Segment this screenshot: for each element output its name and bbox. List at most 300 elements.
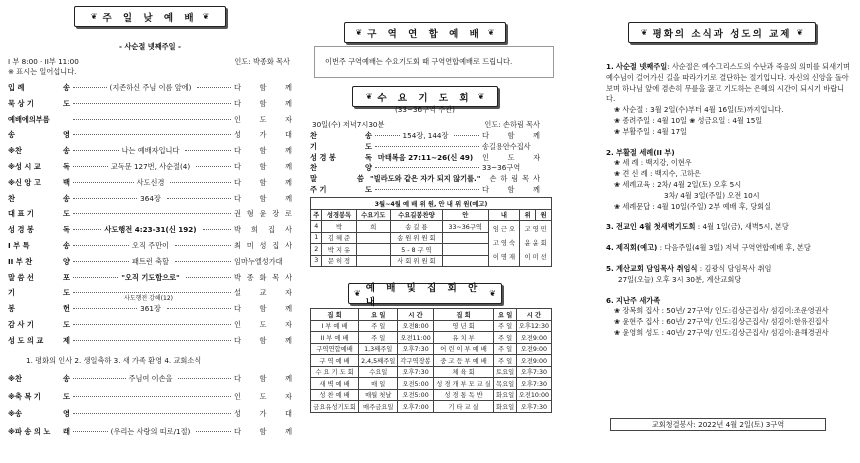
order-line: [8, 270, 292, 286]
order-label: 봉: [8, 304, 15, 314]
table-cell: 수 요 기 도 회: [311, 366, 359, 378]
dotted-leader: [167, 307, 231, 309]
order-label: 기: [8, 288, 15, 298]
order-line: [8, 222, 292, 238]
news-text: [606, 264, 850, 275]
committee-table: [310, 197, 552, 267]
order-item: 송: [63, 83, 70, 92]
table-cell: 중 고 등 부 예 배: [433, 355, 494, 367]
table-cell: 매 일: [359, 378, 398, 390]
order-performer: 인 도 자: [234, 391, 292, 401]
order-label: ※파 송 의 노: [8, 426, 51, 436]
flower-bullet-icon: ❀: [614, 105, 623, 115]
table-cell: 주 일: [494, 332, 516, 344]
order-label: 성 경 봉: [8, 225, 34, 235]
order-of-worship: [8, 80, 292, 349]
order-label: 찬: [8, 193, 15, 203]
order-line: [8, 301, 292, 317]
table-row: [311, 378, 552, 390]
news-item: [606, 264, 850, 286]
table-cell: [356, 244, 390, 256]
dotted-leader: [73, 307, 137, 309]
order-item: 도: [63, 391, 70, 401]
table-cell: [520, 221, 552, 267]
worship-banner: [74, 6, 226, 27]
table-cell: 오전5:00: [398, 378, 433, 390]
flower-bullet-icon: ❀: [614, 179, 623, 189]
dotted-leader: [196, 165, 231, 167]
order-performer: 다 함 께: [234, 146, 292, 156]
order-label: 찬: [310, 163, 317, 173]
order-of-worship-closing: [8, 370, 292, 440]
order-label: ※신 앙 고: [8, 177, 41, 187]
news-bullet-text: 부활주일 : 4월 17일: [622, 126, 687, 136]
dotted-leader: [375, 188, 479, 190]
order-performer: 임마누엘성가대: [234, 256, 283, 266]
news-bullet: [606, 169, 850, 180]
schedule-header: 집 회: [433, 309, 494, 321]
news-bullet: [606, 328, 850, 339]
order-line: [310, 163, 540, 174]
table-cell: [356, 255, 390, 267]
news-bullet: [606, 306, 850, 317]
usher-name: 임 근 오: [492, 225, 516, 233]
order-line: [8, 238, 292, 254]
order-item: 송: [63, 240, 70, 250]
order-item: 도: [63, 98, 70, 108]
order-label: 송: [8, 130, 15, 140]
order-item: 백: [63, 177, 70, 187]
news-title: 전교인 4월 첫새벽기도회: [616, 222, 696, 232]
order-item: 도: [365, 184, 372, 194]
banner-ornament-icon: ❦: [477, 92, 485, 101]
news-title: 지난주 새가족: [616, 295, 661, 305]
order-line: [8, 254, 292, 270]
committee-header: 안: [442, 209, 488, 221]
dotted-leader: [73, 377, 126, 379]
worship-leader: 인도: 박종화 목사: [234, 57, 290, 66]
table-cell: 송 원 위 원 회: [390, 232, 442, 244]
schedule-table: [310, 308, 552, 413]
order-line: [8, 96, 292, 112]
schedule-header: 집 회: [311, 309, 359, 321]
dotted-leader: [73, 276, 118, 278]
table-row: [311, 221, 552, 233]
order-performer: 다 함 께: [482, 184, 540, 194]
table-cell: 오전8:00: [398, 320, 433, 332]
dotted-leader: [170, 181, 231, 183]
usher-name: 윤 윤 회: [524, 239, 547, 247]
dotted-leader: [73, 260, 129, 262]
order-label: 찬: [310, 131, 317, 140]
news-text: [606, 62, 850, 105]
news-bullet-text: 3차/ 4월 3일(주일) 오전 10시: [664, 190, 760, 200]
table-cell: 구역연합예배: [311, 343, 359, 355]
order-label: 대 표 기: [8, 209, 34, 219]
table-cell: 주 일: [494, 320, 516, 332]
table-row: [311, 355, 552, 367]
table-row: [311, 332, 552, 344]
banner-ornament-icon: ❦: [202, 12, 210, 21]
dotted-leader: [167, 197, 231, 199]
order-performer: 권 형 윤 장 로: [234, 209, 292, 219]
order-item: 송: [63, 146, 70, 156]
order-line: [8, 191, 292, 207]
table-cell: 새 벽 예 배: [311, 378, 359, 390]
table-cell: 토요일: [494, 366, 516, 378]
news-text: [606, 222, 850, 233]
order-description: (지존하신 주님 이름 앞에): [109, 83, 192, 92]
order-item: 영: [63, 130, 70, 140]
order-label: 말: [310, 174, 317, 184]
table-cell: 오후7:30: [398, 366, 433, 378]
table-cell: 오후7:30: [398, 343, 433, 355]
order-line: [310, 174, 540, 185]
order-performer: 33~36구역: [482, 163, 521, 173]
usher-name: 고 영 숙: [492, 239, 516, 247]
table-cell: 주 일: [359, 332, 398, 344]
order-description: 364장: [140, 193, 161, 203]
table-cell: [488, 221, 520, 267]
news-item: [606, 222, 850, 233]
table-cell: 화요일: [494, 389, 516, 401]
news-body: : 4월 1일(금), 새벽5시, 본당: [695, 222, 789, 232]
news-item: [606, 243, 850, 254]
table-cell: 체 육 회: [433, 366, 494, 378]
order-description: 교독문 127번, 사순절(4): [110, 161, 191, 171]
order-line: [8, 388, 292, 406]
dotted-leader: [175, 244, 231, 246]
flower-bullet-icon: ❀: [614, 115, 623, 125]
flower-bullet-icon: ❀: [614, 158, 623, 168]
dotted-leader: [73, 339, 231, 341]
table-cell: 희: [356, 221, 390, 233]
news-bullet: [606, 105, 850, 116]
order-line: [8, 370, 292, 388]
news-body: : 다음주일(4월 3일) 저녁 구역연합예배 후, 본당: [657, 243, 811, 253]
news-bullet-text: 견 신 례 : 백지수, 고하은: [622, 169, 701, 179]
table-row: [311, 343, 552, 355]
news-body: : 김광식 담임목사 취임: [697, 263, 772, 273]
order-description: 패트런 축할: [132, 256, 170, 266]
table-cell: 2: [311, 244, 322, 256]
order-description: 나는 예배자입니다: [121, 146, 180, 156]
news-bullet: [606, 191, 850, 202]
order-line: [8, 317, 292, 333]
banner-ornament-icon: ❦: [796, 28, 804, 37]
news-number: 3.: [606, 222, 614, 232]
flower-bullet-icon: ❀: [614, 317, 623, 327]
news-bullet-text: 세 례 : 백지강, 이현우: [622, 158, 692, 168]
table-cell: 오전9:00: [516, 355, 551, 367]
dotted-leader: [203, 228, 231, 230]
table-cell: [442, 255, 488, 267]
order-item: 씀: [357, 174, 364, 184]
committee-header: 성경봉독: [322, 209, 356, 221]
table-cell: 화요일: [494, 401, 516, 413]
order-item: 송: [63, 193, 70, 203]
table-cell: 주 일: [359, 320, 398, 332]
order-item: 헌: [63, 304, 70, 314]
table-cell: 오후7:00: [398, 401, 433, 413]
stand-note: ※ 표시는 일어섭니다.: [8, 67, 77, 76]
table-cell: 오후7:30: [516, 366, 551, 378]
order-performer: 다 함 께: [234, 304, 293, 314]
order-description: 사도신경: [136, 177, 165, 187]
news-bullet: [606, 180, 850, 191]
table-cell: 주 일: [494, 343, 516, 355]
order-performer: 최 미 성 집 사: [234, 240, 293, 250]
order-description: 361장: [140, 304, 161, 314]
table-cell: [356, 232, 390, 244]
table-cell: 오후7:30: [516, 401, 551, 413]
order-item: 포: [63, 272, 70, 282]
table-cell: 유 치 부: [433, 332, 494, 344]
worship-banner-title: 주 일 낮 예 배: [102, 12, 198, 24]
dotted-leader: [186, 276, 231, 278]
order-description: 오직 주만이: [132, 240, 170, 250]
table-row: [311, 320, 552, 332]
table-cell: 오후7:30: [516, 378, 551, 390]
order-label: 기: [310, 141, 317, 151]
order-description: 마태복음 27:11~26(신 49): [377, 152, 474, 162]
order-performer: 송길용안수집사: [482, 141, 531, 151]
news-number: 2.: [606, 147, 614, 157]
order-label: 주 기: [310, 184, 327, 194]
dotted-leader: [73, 149, 119, 151]
news-number: 6.: [606, 295, 614, 305]
dotted-leader: [375, 166, 479, 168]
order-description: (우리는 사랑의 띠로/1절): [110, 426, 191, 436]
order-item: 양: [365, 163, 372, 173]
order-item: 도: [63, 319, 70, 329]
table-cell: 각구역장봉: [398, 355, 433, 367]
order-label: ※성 시 교: [8, 161, 41, 171]
dotted-leader: [73, 228, 101, 230]
worship-subtitle: - 사순절 넷째주일 -: [118, 42, 182, 51]
news-bullet: [606, 202, 850, 213]
table-cell: 문 히 정: [322, 255, 356, 267]
order-label: 예배에의부름: [8, 114, 50, 124]
order-label: ※축 복 기: [8, 391, 41, 401]
news-bullet: [606, 127, 850, 138]
table-cell: 2,4,5째주일: [359, 355, 398, 367]
news-item: [606, 148, 850, 213]
table-cell: 오후12:30: [516, 320, 551, 332]
committee-header: 수요길봉찬양: [390, 209, 442, 221]
order-line: [310, 142, 540, 153]
flower-bullet-icon: ❀: [614, 126, 623, 136]
table-cell: 금요유성기도회: [311, 401, 359, 413]
cleaning-duty: 교회청결봉사: 2022년 4월 2일(토) 3구역: [610, 418, 826, 431]
schedule-banner: [348, 282, 502, 308]
order-item: 도: [63, 288, 70, 298]
table-header-row: [311, 309, 552, 321]
table-cell: 오전9:00: [516, 343, 551, 355]
banner-ornament-icon: ❦: [489, 289, 496, 298]
committee-header: 주: [311, 209, 322, 221]
order-performer: 박 종 화 목 사: [234, 272, 293, 282]
table-cell: 오전9:00: [516, 332, 551, 344]
order-performer: 인 도 자: [482, 152, 541, 162]
prayer-order: [310, 131, 540, 196]
order-line: [8, 206, 292, 222]
worship-order-column: [4, 0, 296, 463]
order-description: 사도행전 4:23-31(신 192): [104, 225, 197, 235]
order-performer: 성 가 대: [234, 130, 292, 140]
order-performer: 손 하 림 목 사: [489, 174, 541, 184]
dotted-leader: [454, 134, 479, 136]
news-bullet-text: 윤현주 집사 : 60년/ 27구역/ 인도:김상근집사/ 섬김이:한유진집사: [622, 317, 829, 327]
news-text: [606, 243, 850, 254]
news-title: 제직회(예고): [616, 243, 658, 253]
news-banner-title: 평화의 소식과 성도의 교제: [652, 28, 792, 40]
sermon-reference: 사도행전 강해(12): [124, 295, 173, 302]
committee-header: 위: [520, 209, 536, 221]
order-line: [8, 405, 292, 423]
order-performer: 설 교 자: [234, 288, 292, 298]
order-item: 도: [365, 141, 372, 151]
order-performer: 다 함 께: [234, 83, 292, 92]
news-text: [606, 148, 850, 159]
table-cell: 송 길 룡: [390, 221, 442, 233]
table-cell: 33~36구역: [442, 221, 488, 233]
schedule-header: 요 일: [494, 309, 516, 321]
table-cell: 김 혜 준: [322, 232, 356, 244]
banner-ornament-icon: ❦: [90, 12, 98, 21]
prayer-leader: 인도: 손하림 목사: [484, 120, 540, 129]
order-label: 입 례: [8, 83, 25, 92]
order-item: 송: [63, 374, 70, 383]
order-item: 영: [63, 409, 70, 418]
order-line: [8, 159, 292, 175]
table-cell: 매월 첫날: [359, 389, 398, 401]
order-line: [310, 153, 540, 164]
news-item: [606, 296, 850, 339]
flower-bullet-icon: ❀: [614, 201, 623, 211]
schedule-banner-title: 예 배 및 집 회 안 내: [365, 282, 482, 308]
banner-ornament-icon: ❦: [640, 28, 648, 37]
news-body-line: 27일(오늘) 오후 3시 30분, 계산교회당: [618, 274, 742, 284]
dotted-leader: [196, 430, 231, 432]
table-cell: 목요일: [494, 378, 516, 390]
fellowship-items: 1. 평화의 인사 2. 생일축하 3. 새 가족 환영 4. 교회소식: [26, 356, 202, 365]
news-bullet-text: 종려주일 : 4월 10일 ❀ 성금요일 : 4월 15일: [622, 115, 763, 125]
banner-ornament-icon: ❦: [355, 28, 363, 37]
committee-header: 내: [488, 209, 520, 221]
table-cell: 매주금요일: [359, 401, 398, 413]
order-line: [8, 143, 292, 159]
usher-name: 이 명 재: [492, 253, 516, 261]
order-description: "오직 기도함으로": [121, 272, 180, 282]
flower-bullet-icon: ❀: [614, 306, 623, 316]
news-number: 5.: [606, 263, 614, 273]
order-performer: 다 함 께: [234, 193, 293, 203]
banner-ornament-icon: ❦: [365, 92, 373, 101]
committee-header: 수요기도: [356, 209, 390, 221]
order-label: 감 사 기: [8, 319, 34, 329]
table-cell: 1: [311, 232, 322, 244]
table-cell: I 부 예 배: [311, 320, 359, 332]
dotted-leader: [73, 181, 134, 183]
order-item: 제: [63, 335, 70, 345]
flower-bullet-icon: ❀: [614, 169, 623, 179]
table-cell: 성 찬 예 배: [311, 389, 359, 401]
dotted-leader: [185, 149, 231, 151]
order-performer: 다 함 께: [234, 98, 292, 108]
order-performer: 다 함 께: [234, 426, 293, 436]
order-item: 독: [63, 225, 70, 235]
table-cell: 오전5:00: [398, 389, 433, 401]
news-title: 부활절 세례(II 부): [616, 147, 675, 157]
schedule-header: 요 일: [359, 309, 398, 321]
order-label: II 부 찬: [8, 256, 33, 266]
order-line: [8, 80, 292, 96]
usher-name: 이 미 선: [524, 253, 547, 261]
table-cell: 1,3째주일: [359, 343, 398, 355]
dotted-leader: [73, 244, 129, 246]
committee-caption: 3월~4월 예 배 위 원, 안 내 위 원(예고): [311, 198, 552, 210]
schedule-header: 시 간: [398, 309, 433, 321]
table-cell: 성 경 통 독 반: [433, 389, 494, 401]
order-performer: 성 가 대: [234, 409, 292, 418]
order-performer: 다 함 께: [234, 177, 292, 187]
dotted-leader: [197, 86, 231, 88]
table-cell: 박: [322, 221, 356, 233]
schedule-header: 시 간: [516, 309, 551, 321]
news-text: [606, 296, 850, 307]
order-item: 독: [63, 161, 70, 171]
order-item: 도: [63, 209, 70, 219]
news-bullet-text: 장복희 집사 : 50년/ 27구역/ 인도:김상근집사/ 섬김이:조운영권사: [622, 306, 829, 316]
table-row: [311, 366, 552, 378]
order-performer: 다 함 께: [234, 335, 292, 345]
prayer-date: 30일(수) 저녁7시30분: [312, 120, 385, 129]
dotted-leader: [73, 323, 231, 325]
news-bullet-text: 세례문답 : 4월 10일(주일) 2부 예배 후, 당회실: [622, 201, 772, 211]
table-cell: 사 회 위 원 회: [390, 255, 442, 267]
news-list: [606, 62, 850, 349]
news-bullet-text: 사순절 : 3월 2일(수)부터 4월 16일(토)까지입니다.: [622, 105, 784, 115]
order-line: [310, 131, 540, 142]
dotted-leader: [73, 133, 231, 135]
table-cell: 3: [311, 255, 322, 267]
order-line: [310, 185, 540, 196]
news-bullet-text: 세례교육 : 2차/ 4월 2일(토) 오후 5시: [622, 179, 742, 189]
table-cell: 영 년 회: [433, 320, 494, 332]
order-line: [8, 423, 292, 441]
news-bullet-text: 윤영희 성도 : 40년/ 27구역/ 인도:김상근집사/ 섬김이:윤해경권사: [622, 327, 829, 337]
order-performer: 다 함 께: [482, 131, 540, 140]
news-number: 1.: [606, 62, 614, 71]
wednesday-prayer-banner-title: 수 요 기 도 회: [377, 92, 473, 104]
district-notice: 이번주 구역예배는 수요기도회 때 구역연합예배로 드립니다.: [314, 46, 554, 78]
order-item: 양: [63, 256, 70, 266]
order-label: ※송: [8, 409, 22, 418]
order-performer: 인 도 자: [234, 319, 292, 329]
order-label: ※찬: [8, 374, 22, 383]
usher-name: 고 영 민: [524, 225, 547, 233]
news-item: [606, 62, 850, 138]
dotted-leader: [175, 260, 231, 262]
table-cell: 어 린 이 부 예 배: [433, 343, 494, 355]
order-label: I 부 특: [8, 240, 30, 250]
table-cell: [442, 244, 488, 256]
table-cell: 오전10:00: [516, 389, 551, 401]
dotted-leader: [73, 430, 108, 432]
news-title: 계산교회 담임목사 취임식: [616, 263, 698, 273]
dotted-leader: [73, 395, 231, 397]
